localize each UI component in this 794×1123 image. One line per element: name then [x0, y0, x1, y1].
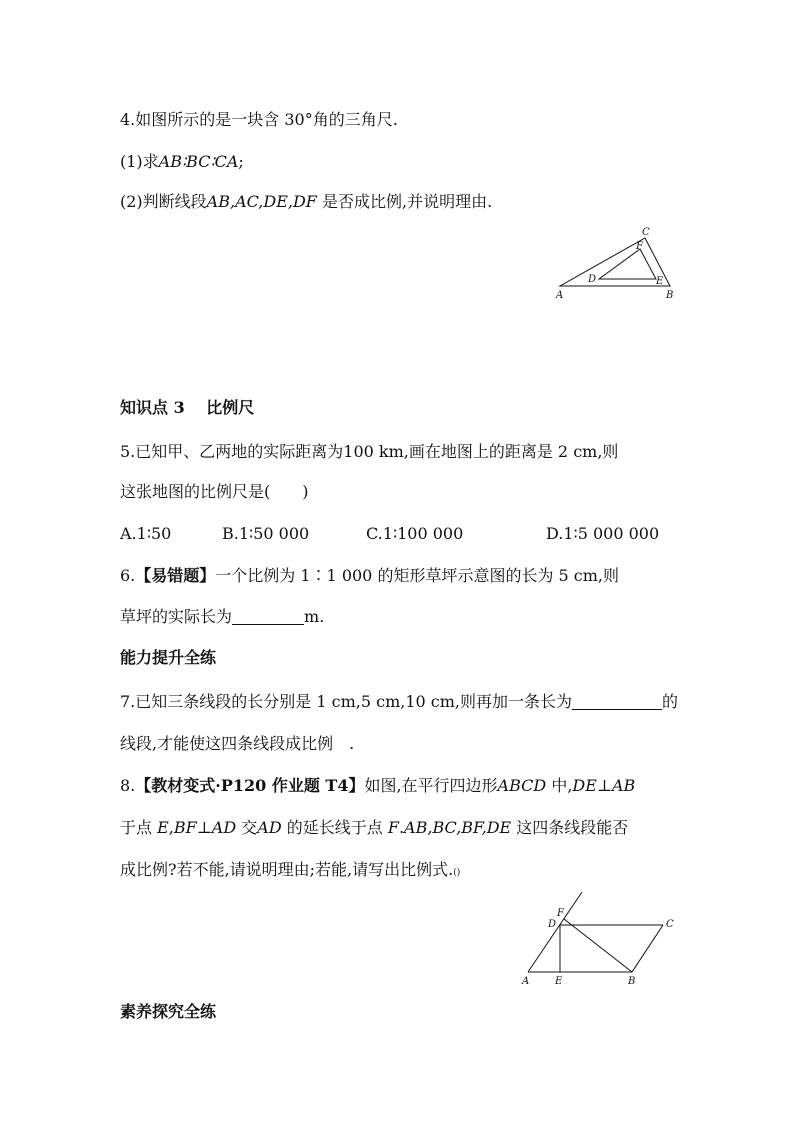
q5-option-c: C.1∶100 000: [366, 524, 464, 543]
q8-line2-sep2: .: [398, 818, 405, 837]
label-C: C: [666, 919, 674, 930]
q4-part1: [120, 152, 244, 172]
q6-line2-post: m.: [304, 607, 325, 626]
section-literacy-title: 素养探究全练: [120, 1002, 217, 1021]
q8-line3-small: (): [453, 868, 461, 878]
q5-option-b: B.1∶50 000: [222, 524, 310, 543]
q8-line2-math1: E: [157, 818, 169, 837]
label-A: A: [556, 290, 564, 301]
q8-line3: [120, 860, 460, 883]
label-F: F: [636, 241, 643, 252]
q4-part2: [120, 192, 492, 212]
label-B: B: [628, 976, 636, 987]
q8-line2-post: 这四条线段能否: [511, 818, 629, 837]
q8-line2-mid: 交: [236, 818, 258, 837]
q6-line1: [120, 566, 619, 586]
q8-line2-math4: F: [387, 818, 399, 837]
segment-bf: [564, 919, 632, 972]
label-E: E: [555, 976, 563, 987]
inner-triangle: [599, 249, 656, 279]
q8-line1: [120, 776, 635, 796]
q8-parallelogram-figure: [508, 890, 684, 990]
q7-line1: [120, 692, 678, 712]
q8-line2-math3: AD: [257, 818, 282, 837]
label-A: A: [522, 976, 530, 987]
q7-answer-blank[interactable]: [572, 693, 662, 710]
q8-line2-sep: ,: [168, 818, 174, 837]
label-D: D: [588, 274, 597, 285]
q7-line1-post: 的: [662, 692, 679, 711]
label-B: B: [666, 290, 674, 301]
q4-part2-pre: (2)判断线段: [120, 192, 207, 211]
q4-part1-post: ;: [238, 152, 244, 171]
q6-answer-blank[interactable]: [232, 608, 304, 625]
q8-line1-math: ABCD: [497, 776, 547, 795]
q4-part2-math: AB,AC,DE,DF: [206, 192, 317, 211]
line-af-extension: [528, 892, 582, 972]
q4-part1-math: AB∶BC∶CA: [158, 152, 239, 171]
q8-tag: 【教材变式·P120 作业题 T4】: [135, 776, 365, 795]
q8-line3-text: 成比例?若不能,请说明理由;若能,请写出比例式.: [120, 860, 454, 879]
q5-option-d: D.1∶5 000 000: [546, 524, 660, 543]
q6-line1-rest: 一个比例为 1∶1 000 的矩形草坪示意图的长为 5 cm,则: [215, 566, 620, 585]
q8-num: 8.: [120, 776, 136, 795]
label-E: E: [656, 276, 664, 287]
q4-part1-pre: (1)求: [120, 152, 159, 171]
q7-line2: 线段,才能使这四条线段成比例 .: [120, 734, 355, 753]
q8-line2-math5: AB,BC,BF,DE: [404, 818, 512, 837]
label-D: D: [548, 919, 557, 930]
section-3-title: 知识点 3 比例尺: [120, 398, 255, 417]
q8-line2-math2: BF⊥AD: [173, 818, 237, 837]
q6-line2-pre: 草坪的实际长为: [120, 607, 233, 626]
q6-line2: [120, 607, 324, 627]
label-F: F: [557, 908, 564, 919]
q7-line1-pre: 7.已知三条线段的长分别是 1 cm,5 cm,10 cm,则再加一条长为: [120, 692, 572, 711]
label-C: C: [642, 227, 650, 238]
q5-line1: 5.已知甲、乙两地的实际距离为100 km,画在地图上的距离是 2 cm,则: [120, 442, 619, 461]
section-ability-title: 能力提升全练: [120, 648, 217, 667]
q4-stem: 4.如图所示的是一块含 30°角的三角尺.: [120, 110, 398, 129]
q8-line1-math2: DE⊥AB: [572, 776, 636, 795]
q5-option-a: A.1∶50: [120, 524, 172, 543]
q5-line2: 这张地图的比例尺是( ): [120, 482, 309, 501]
q8-line2-mid2: 的延长线于点: [281, 818, 388, 837]
q8-line2-pre: 于点: [120, 818, 158, 837]
q6-num: 6.: [120, 566, 136, 585]
q8-line2: [120, 818, 628, 838]
q8-line1-rest: 如图,在平行四边形: [364, 776, 498, 795]
q4-triangle-figure: [550, 222, 690, 304]
q8-line1-mid: 中,: [546, 776, 573, 795]
q4-part2-post: 是否成比例,并说明理由.: [316, 192, 493, 211]
side-bc: [632, 925, 663, 972]
q6-tag: 【易错题】: [135, 566, 216, 585]
